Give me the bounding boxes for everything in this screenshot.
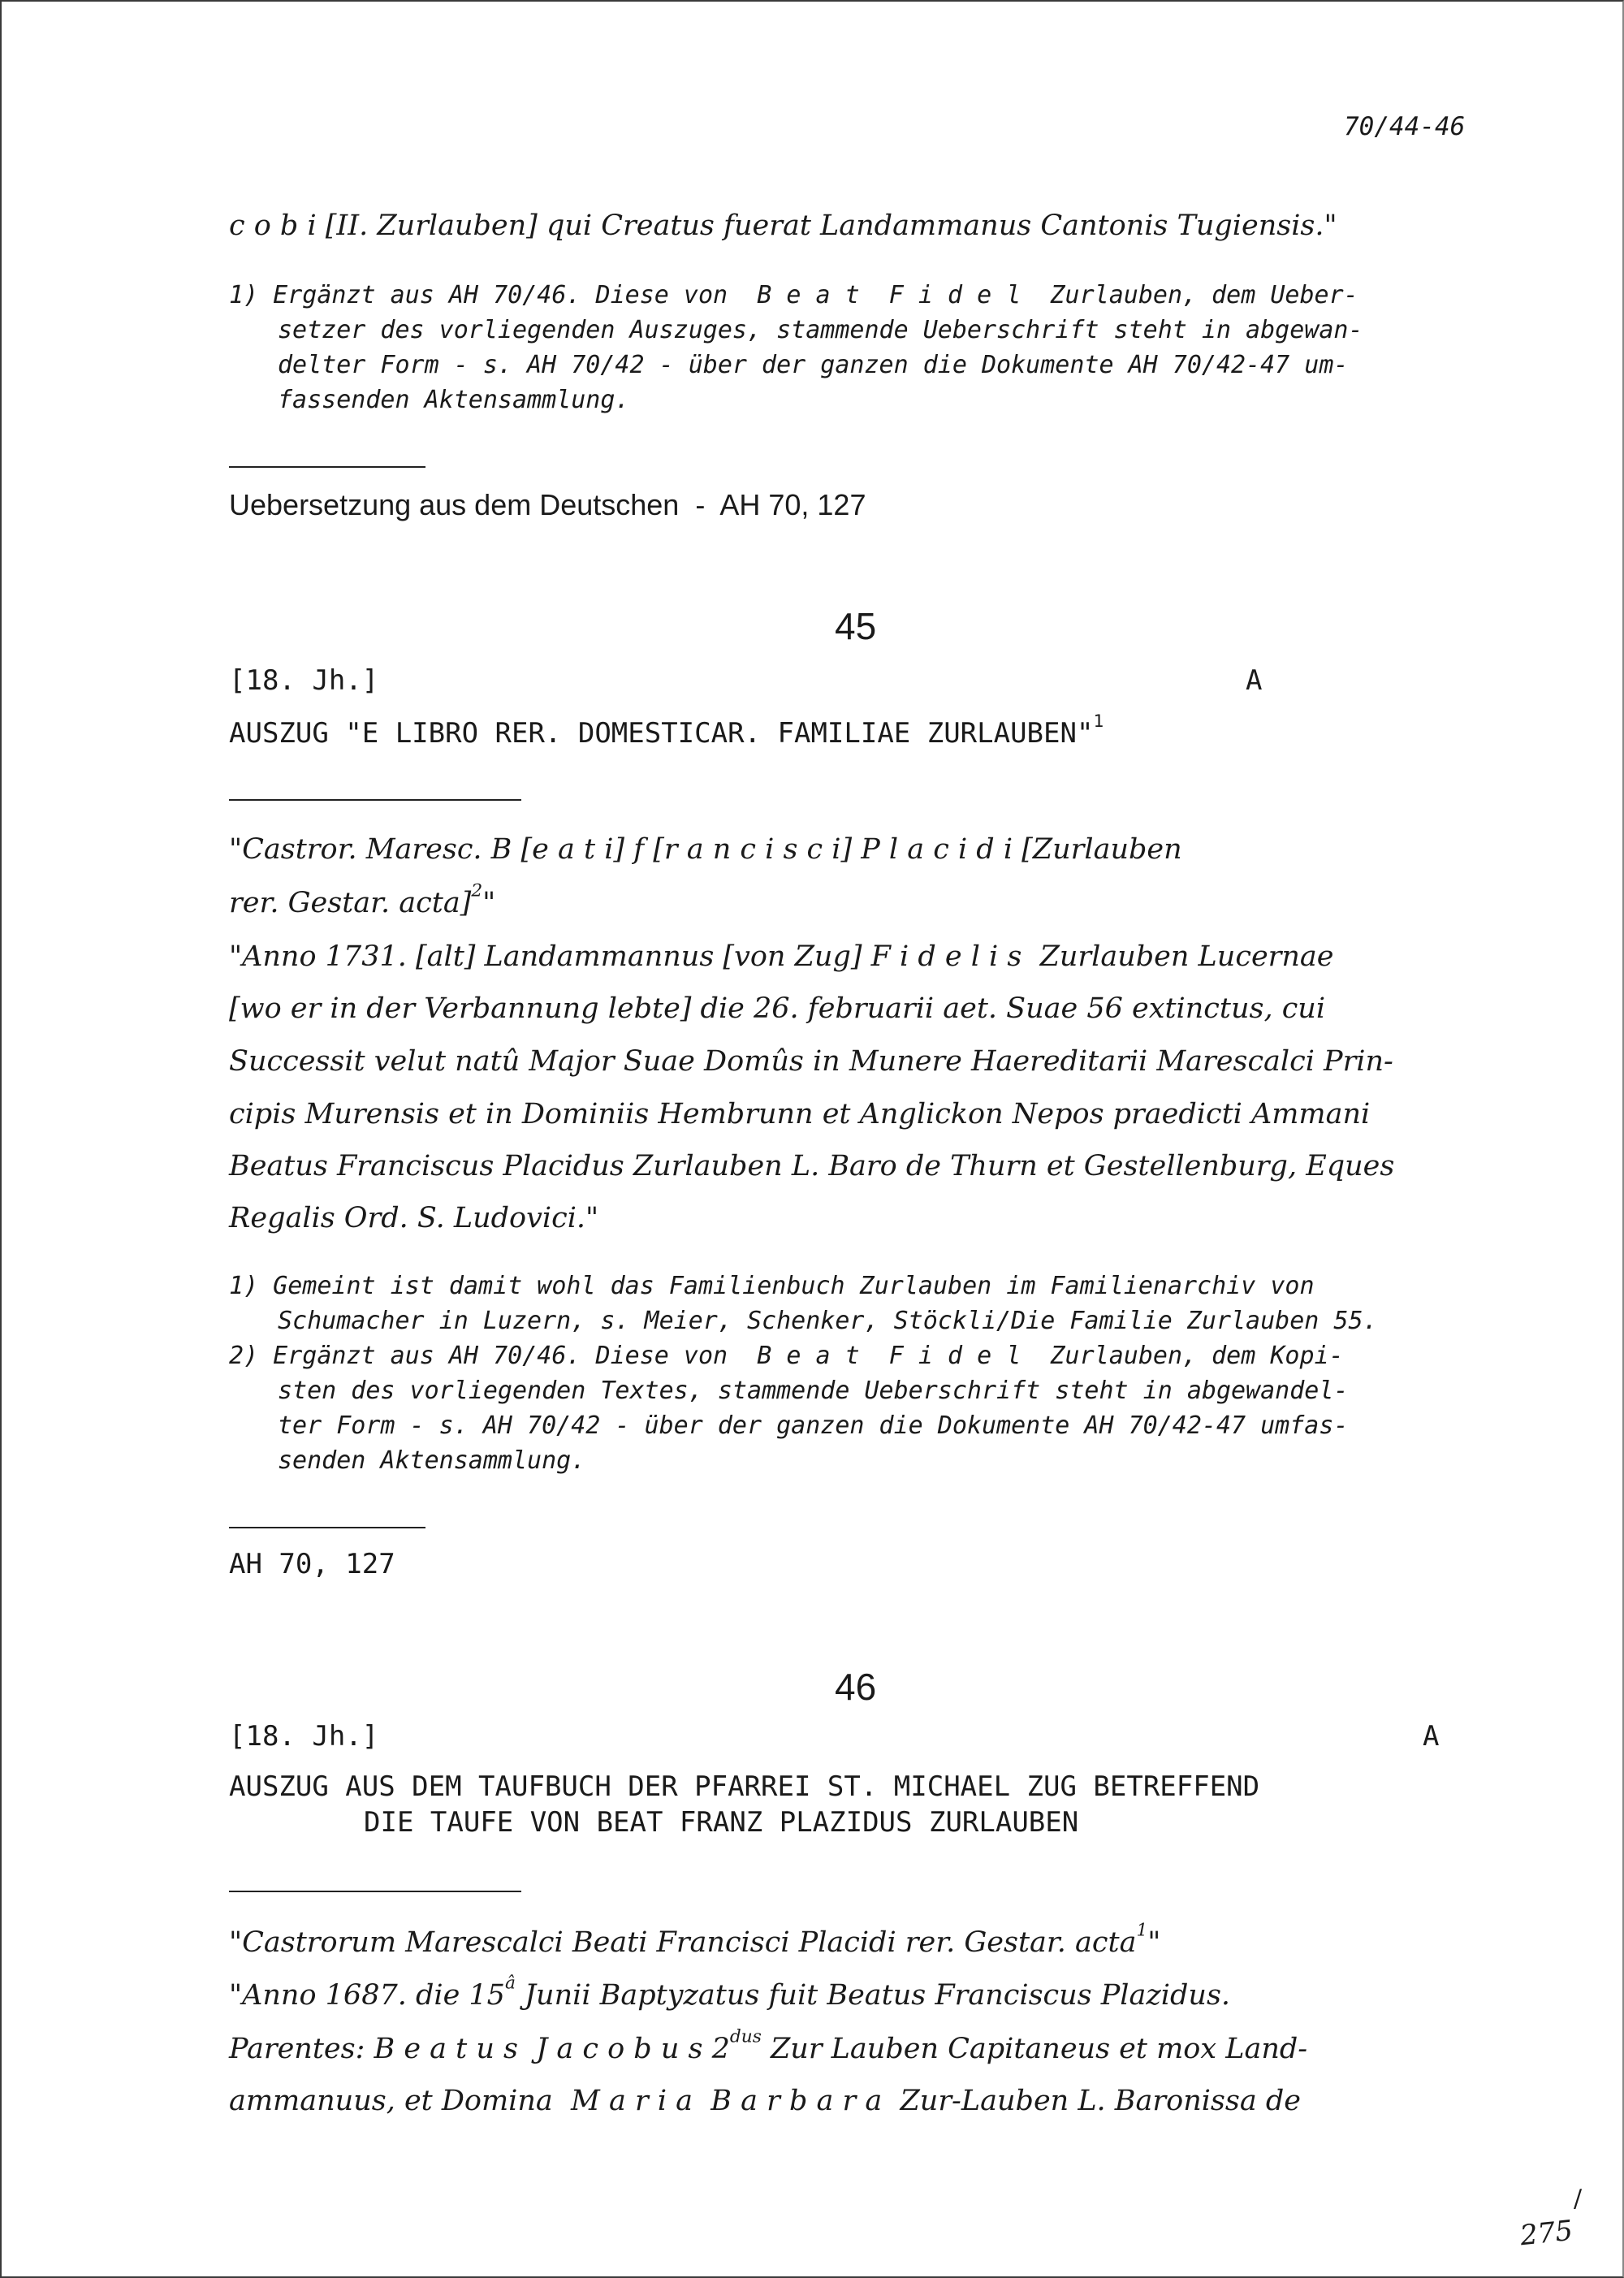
- document-number: 46: [835, 1666, 877, 1708]
- entry44-continuation: c o b i [II. Zurlauben] qui Creatus fuerat Landammanus Cantonis Tugiensis.": [229, 210, 1337, 242]
- text-line: Regalis Ord. S. Ludovici.": [229, 1202, 599, 1234]
- footnote-marker: 1: [1136, 1920, 1148, 1941]
- footnote-marker: 2: [471, 880, 483, 901]
- text-line: Successit velut natû Major Suae Domûs in Munere Haereditarii Marescalci Prin-: [229, 1045, 1393, 1078]
- document-number: 45: [835, 605, 877, 647]
- document-type: A: [1246, 664, 1263, 697]
- text-line: cipis Murensis et in Dominiis Hembrunn et Anglickon Nepos praedicti Ammani: [229, 1098, 1371, 1130]
- footnote-line: 1) Ergänzt aus AH 70/46. Diese von B e a t F i d e l Zurlauben, dem Ueber-: [229, 281, 1358, 309]
- document-type: A: [1423, 1720, 1440, 1753]
- source-reference: Uebersetzung aus dem Deutschen - AH 70, 127: [229, 488, 866, 521]
- text-line: "Anno 1731. [alt] Landammannus [von Zug] F i d e l i s Zurlauben Lucernae: [229, 940, 1334, 973]
- footnote-line: fassenden Aktensammlung.: [278, 386, 630, 414]
- footnote-line: 2) Ergänzt aus AH 70/46. Diese von B e a t F i d e l Zurlauben, dem Kopi-: [229, 1342, 1344, 1370]
- footnote-line: sten des vorliegenden Textes, stammende Ueberschrift steht in abgewandel-: [278, 1377, 1349, 1405]
- ordinal-superscript: dus: [729, 2026, 762, 2047]
- document-title-line: DIE TAUFE VON BEAT FRANZ PLAZIDUS ZURLAUBEN: [364, 1806, 1079, 1839]
- text-span: Parentes: B e a t u s J a c o b u s 2: [229, 2033, 730, 2065]
- document-date: [18. Jh.]: [229, 1720, 379, 1753]
- text-line: ammanuus, et Domina M a r i a B a r b a r a Zur-Lauben L. Baronissa de: [229, 2085, 1301, 2117]
- source-reference: AH 70, 127: [229, 1548, 395, 1580]
- document-date: [18. Jh.]: [229, 664, 379, 697]
- pen-tick-mark: /: [1574, 2185, 1583, 2213]
- section-rule: [229, 466, 425, 468]
- text-span: rer. Gestar. acta]: [229, 887, 472, 919]
- footnote-line: Schumacher in Luzern, s. Meier, Schenker, Stöckli/Die Familie Zurlauben 55.: [278, 1307, 1378, 1335]
- section-rule: [229, 1891, 521, 1892]
- ordinal-superscript: â: [504, 1973, 516, 1994]
- closing-quote: ": [482, 887, 496, 919]
- footnote-line: 1) Gemeint ist damit wohl das Familienbuch Zurlauben im Familienarchiv von: [229, 1272, 1315, 1300]
- text-span: Zur Lauben Capitaneus et mox Land-: [761, 2033, 1308, 2065]
- footnote-line: ter Form - s. AH 70/42 - über der ganzen die Dokumente AH 70/42-47 umfas-: [278, 1411, 1349, 1440]
- text-line: Beatus Franciscus Placidus Zurlauben L. Baro de Thurn et Gestellenburg, Eques: [229, 1150, 1395, 1182]
- section-rule: [229, 799, 521, 801]
- footnote-marker: 1: [1093, 711, 1104, 732]
- text-span: "Castrorum Marescalci Beati Francisci Placidi rer. Gestar. acta: [229, 1926, 1137, 1959]
- footnote-line: senden Aktensammlung.: [278, 1446, 586, 1475]
- text-span: "Anno 1687. die 15: [229, 1979, 505, 2012]
- text-line: [229, 1973, 1231, 2012]
- section-rule: [229, 1527, 425, 1528]
- footnote-line: delter Form - s. AH 70/42 - über der ganzen die Dokumente AH 70/42-47 um-: [278, 351, 1349, 379]
- closing-quote: ": [1147, 1926, 1161, 1959]
- title-text: AUSZUG "E LIBRO RER. DOMESTICAR. FAMILIAE ZURLAUBEN": [229, 717, 1094, 750]
- text-line: [wo er in der Verbannung lebte] die 26. februarii aet. Suae 56 extinctus, cui: [229, 992, 1326, 1025]
- text-line: [229, 2026, 1308, 2065]
- handwritten-folio-number: 275: [1518, 2214, 1574, 2253]
- page-reference: 70/44-46: [1344, 112, 1466, 141]
- text-span: Junii Baptyzatus fuit Beatus Franciscus Plazidus.: [515, 1979, 1231, 2012]
- document-title-line: AUSZUG AUS DEM TAUFBUCH DER PFARREI ST. MICHAEL ZUG BETREFFEND: [229, 1770, 1260, 1803]
- text-line: [229, 880, 496, 919]
- footnote-line: setzer des vorliegenden Auszuges, stammende Ueberschrift steht in abgewan-: [278, 316, 1363, 344]
- text-line: [229, 1920, 1161, 1959]
- text-line: "Castror. Maresc. B [e a t i] f [r a n c i s c i] P l a c i d i [Zurlauben: [229, 833, 1182, 866]
- document-title: [229, 711, 1104, 750]
